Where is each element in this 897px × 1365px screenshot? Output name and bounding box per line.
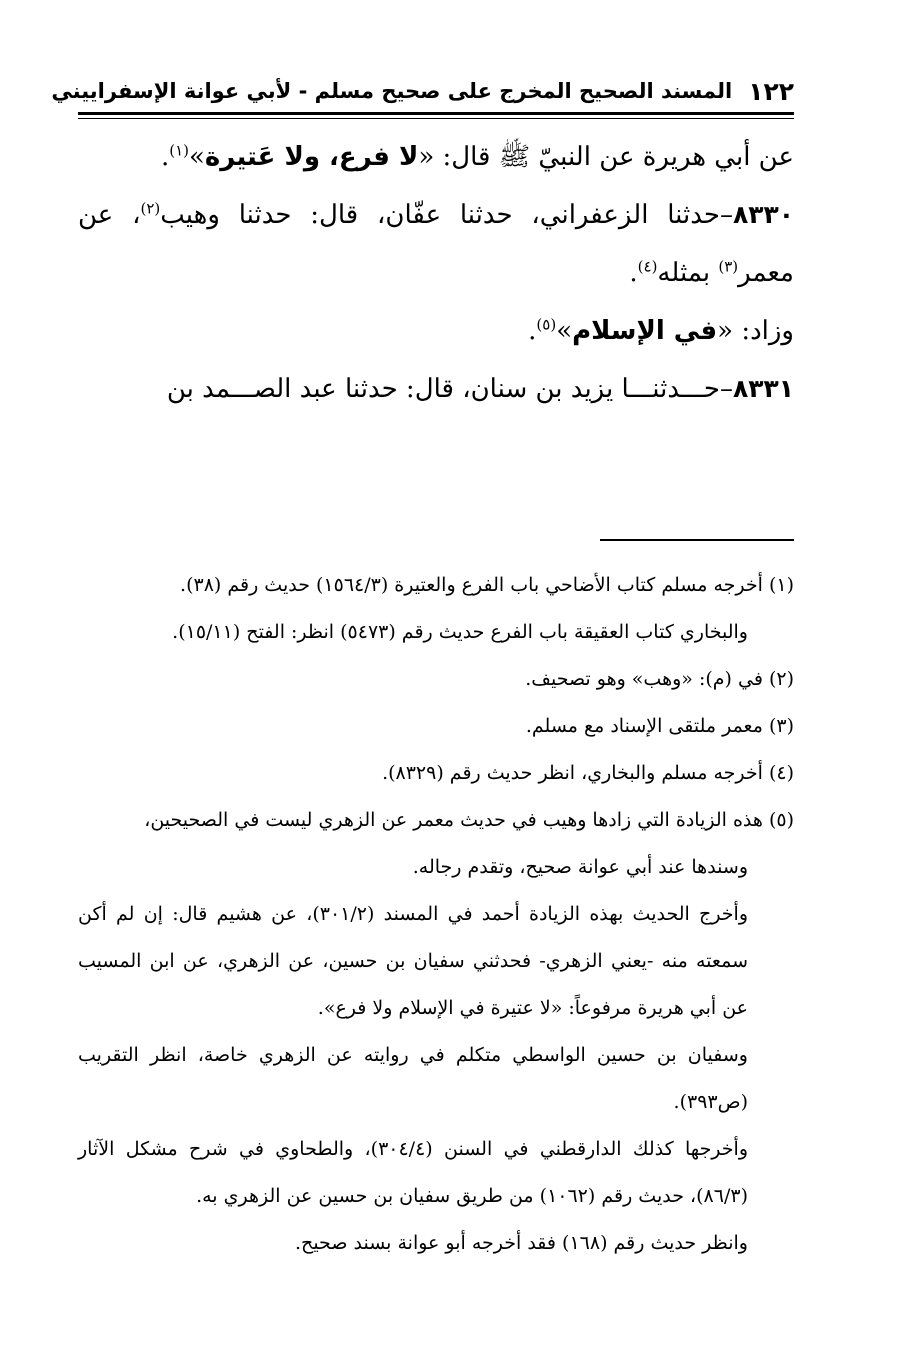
header-rule-thin [78,118,794,119]
footnote-ref-3: (٣) [718,257,739,276]
hadith-8330 [78,186,794,302]
text-run: . [160,142,170,172]
text-run: –حدثنا الزعفراني، حدثنا عفّان، قال: حدثنا وهيب [160,200,733,230]
footnote-separator [600,539,794,541]
header-rule-thick [78,112,794,115]
text-run: . [528,316,537,346]
footnote-5: (٥) هذه الزيادة التي زادها وهيب في حديث معمر عن الزهري ليست في الصحيحين، [144,809,794,831]
hadith-text-paragraph [78,128,794,186]
page-number: ١٢٢ [748,76,794,106]
hadith-8331 [78,360,794,418]
text-run: عن أبي هريرة عن النبيّ ﷺ قال: « [418,142,794,172]
footnote-1: (١) أخرجه مسلم كتاب الأضاحي باب الفرع والعتيرة (١٥٦٤/٣) حديث رقم (٣٨). [180,574,794,596]
text-run: بمثله [657,258,719,288]
footnote-5-line: وأخرجها كذلك الدارقطني في السنن (٣٠٤/٤)، والطحاوي في شرح مشكل الآثار (٨٦/٣)، حديث رقم (١٠٦٢) من طريق سفيان بن حسين عن الزهري به. [78,1138,748,1207]
footnote-ref-5: (٥) [536,315,557,334]
running-header [51,70,794,112]
text-run: ، عن معمر [78,200,794,288]
footnotes [78,562,794,1267]
text-run: –حـــدثنـــا يزيد بن سنان، قال: حدثنا عبد الصـــمد بن [166,374,733,404]
text-run: . [629,258,638,288]
footnote-1-continuation: والبخاري كتاب العقيقة باب الفرع حديث رقم (٥٤٧٣) انظر: الفتح (١٥/١١). [172,621,748,643]
footnote-ref-1: (١) [169,141,189,160]
text-run: » [556,316,573,346]
footnote-5-line: وسندها عند أبي عوانة صحيح، وتقدم رجاله. [412,856,748,878]
footnote-5-line: وسفيان بن حسين الواسطي متكلم في روايته عن الزهري خاصة، انظر التقريب (ص٣٩٣). [78,1044,748,1113]
footnote-2: (٢) في (م): «وهب» وهو تصحيف. [525,668,794,690]
prophetic-saying: لا فرع، ولا عَتيرة [204,142,419,172]
addition-paragraph [78,302,794,360]
main-text [78,128,794,418]
footnote-5-line: وانظر حديث رقم (١٦٨) فقد أخرجه أبو عوانة بسند صحيح. [295,1232,748,1254]
text-run: » [189,142,205,172]
hadith-number: ٨٣٣١ [732,374,794,403]
footnote-ref-2: (٢) [140,199,161,218]
running-title: المسند الصحيح المخرج على صحيح مسلم - لأبي عوانة الإسفراييني [51,79,733,103]
hadith-number: ٨٣٣٠ [732,200,794,229]
text-run: وزاد: « [717,316,794,346]
footnote-ref-4: (٤) [637,257,658,276]
addition-phrase: في الإسلام [572,316,718,346]
footnote-4: (٤) أخرجه مسلم والبخاري، انظر حديث رقم (٨٣٢٩). [382,762,794,784]
footnote-3: (٣) معمر ملتقى الإسناد مع مسلم. [525,715,794,737]
footnote-5-line: وأخرج الحديث بهذه الزيادة أحمد في المسند (٣٠١/٢)، عن هشيم قال: إن لم أكن سمعته منه -يعني الزهري- فحدثني سفيان بن حسين، عن الزهري، عن ابن المسيب عن أبي هريرة مرفوعاً: «لا عتيرة في الإسلام ولا فرع». [78,903,748,1019]
